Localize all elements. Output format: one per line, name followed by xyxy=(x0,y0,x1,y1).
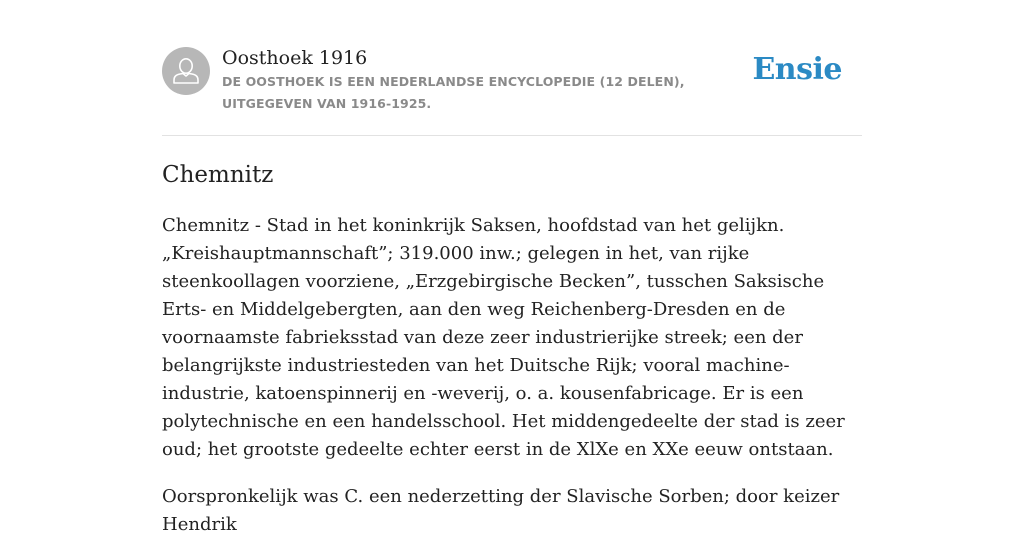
source-description: DE OOSTHOEK IS EEN NEDERLANDSE ENCYCLOPEDIE (12 DELEN), UITGEGEVEN VAN 1916-1925. xyxy=(222,74,685,111)
entry-paragraph: Chemnitz - Stad in het koninkrijk Saksen, hoofdstad van het gelijkn. „Kreishauptmannschaft”; 319.000 inw.; gelegen in het, van rijke steenkoollagen voorziene, „Erzgebirgische Becken”, tusschen Saksische Erts- en Middelgebergten, aan den weg Reichenberg-Dresden en de voornaamste fabrieksstad van deze zeer industrierijke streek; een der belangrijkste industriesteden van het Duitsche Rijk; vooral machine-industrie, katoenspinnerij en -weverij, o. a. kousenfabricage. Er is een polytechnische en een handelsschool. Het middengedeelte der stad is zeer oud; het grootste gedeelte echter eerst in de XlXe en XXe eeuw ontstaan. xyxy=(162,215,845,460)
entry-title: Chemnitz xyxy=(162,162,274,188)
source-avatar[interactable] xyxy=(162,47,210,95)
ensie-logo[interactable]: Ensie xyxy=(752,52,842,87)
source-title[interactable]: Oosthoek 1916 xyxy=(222,47,368,69)
header-divider xyxy=(162,135,862,136)
entry-paragraph: Oorspronkelijk was C. een nederzetting der Slavische Sorben; door keizer Hendrik xyxy=(162,486,840,535)
entry-body xyxy=(162,212,868,558)
user-silhouette-icon xyxy=(162,47,210,95)
source-header xyxy=(162,46,862,116)
